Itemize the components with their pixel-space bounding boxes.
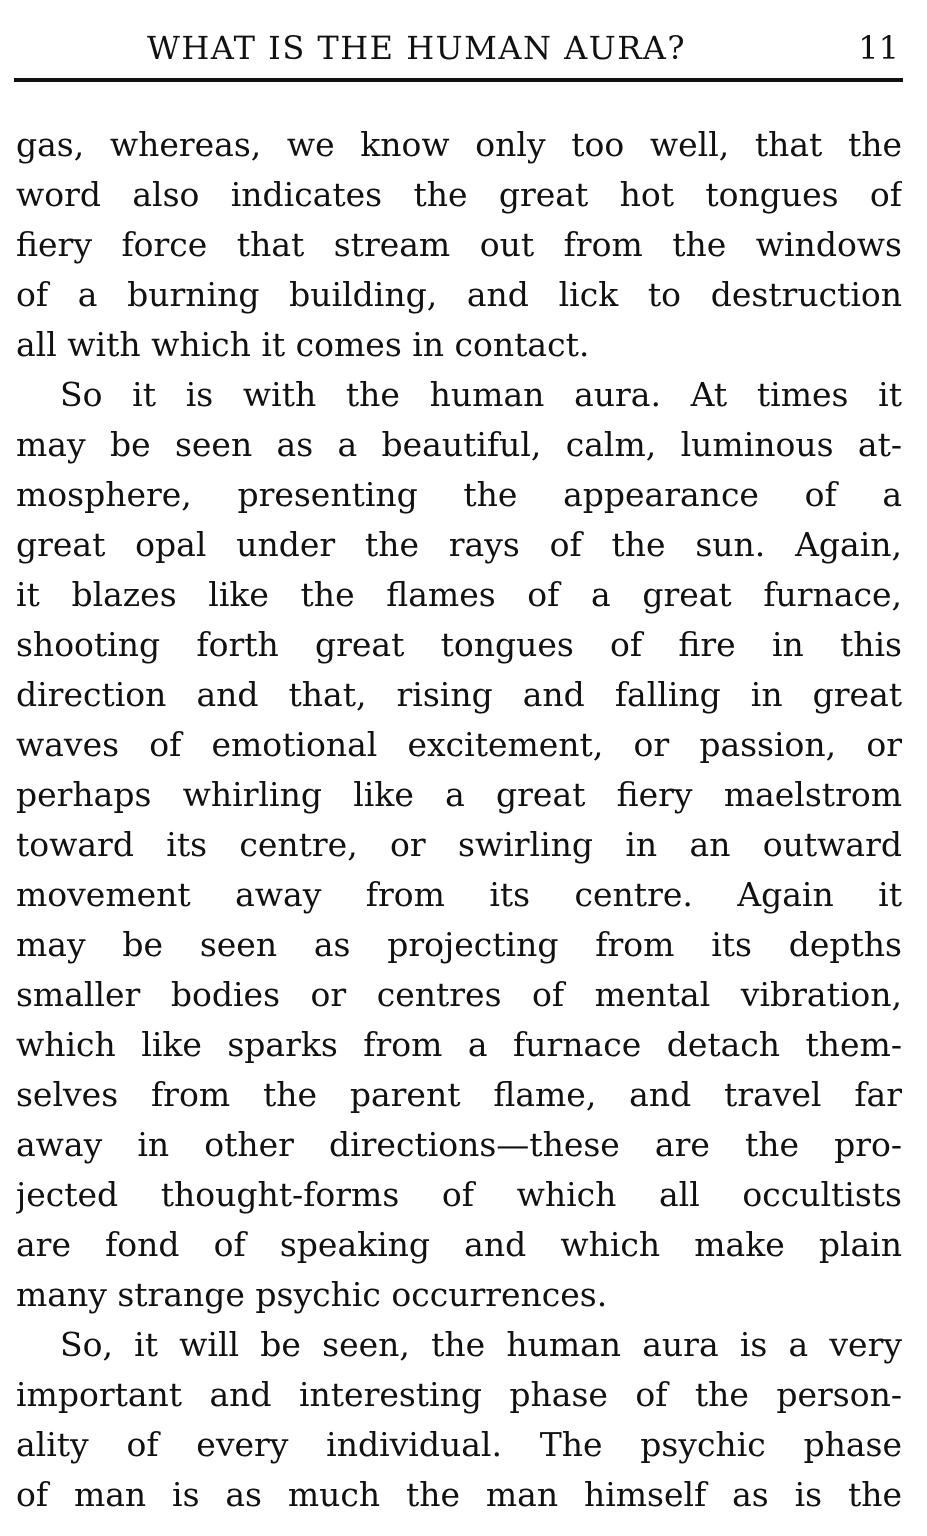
running-head — [14, 26, 903, 70]
text-line: may be seen as a beautiful, calm, luminous at- — [16, 425, 902, 464]
text-line: word also indicates the great hot tongues of — [16, 175, 902, 214]
text-line: waves of emotional excitement, or passion, or — [16, 725, 902, 764]
text-line: great opal under the rays of the sun. Again, — [16, 525, 902, 564]
paragraph-1 — [16, 120, 902, 370]
page-number: 11 — [858, 29, 899, 67]
text-line: important and interesting phase of the person- — [16, 1375, 902, 1414]
text-line: may be seen as projecting from its depths — [16, 925, 902, 964]
text-line: So, it will be seen, the human aura is a very — [60, 1325, 902, 1364]
running-title: WHAT IS THE HUMAN AURA? — [147, 29, 687, 67]
body-text — [16, 120, 902, 1520]
text-line: So it is with the human aura. At times it — [60, 375, 902, 414]
paragraph-3 — [16, 1320, 902, 1520]
text-line: toward its centre, or swirling in an outward — [16, 825, 902, 864]
text-line: mosphere, presenting the appearance of a — [16, 475, 902, 514]
text-line: of man is as much the man himself as is the — [16, 1475, 902, 1514]
text-line: many strange psychic occurrences. — [16, 1275, 608, 1314]
header-rule — [14, 78, 903, 82]
text-line: ality of every individual. The psychic phase — [16, 1425, 902, 1464]
text-line: it blazes like the flames of a great furnace, — [16, 575, 902, 614]
text-line: away in other directions—these are the pro- — [16, 1125, 902, 1164]
text-line: direction and that, rising and falling in great — [16, 675, 902, 714]
text-line: are fond of speaking and which make plain — [16, 1225, 902, 1264]
paragraph-2 — [16, 370, 902, 1320]
text-line: movement away from its centre. Again it — [16, 875, 902, 914]
text-line: gas, whereas, we know only too well, that the — [16, 125, 902, 164]
text-line: selves from the parent flame, and travel far — [16, 1075, 902, 1114]
text-line: which like sparks from a furnace detach them- — [16, 1025, 902, 1064]
text-line: fiery force that stream out from the windows — [16, 225, 902, 264]
text-line: smaller bodies or centres of mental vibration, — [16, 975, 902, 1014]
text-line: jected thought-forms of which all occultists — [16, 1175, 902, 1214]
text-line: all with which it comes in contact. — [16, 325, 590, 364]
text-line: of a burning building, and lick to destruction — [16, 275, 902, 314]
text-line: perhaps whirling like a great fiery maelstrom — [16, 775, 902, 814]
text-line: shooting forth great tongues of fire in this — [16, 625, 902, 664]
